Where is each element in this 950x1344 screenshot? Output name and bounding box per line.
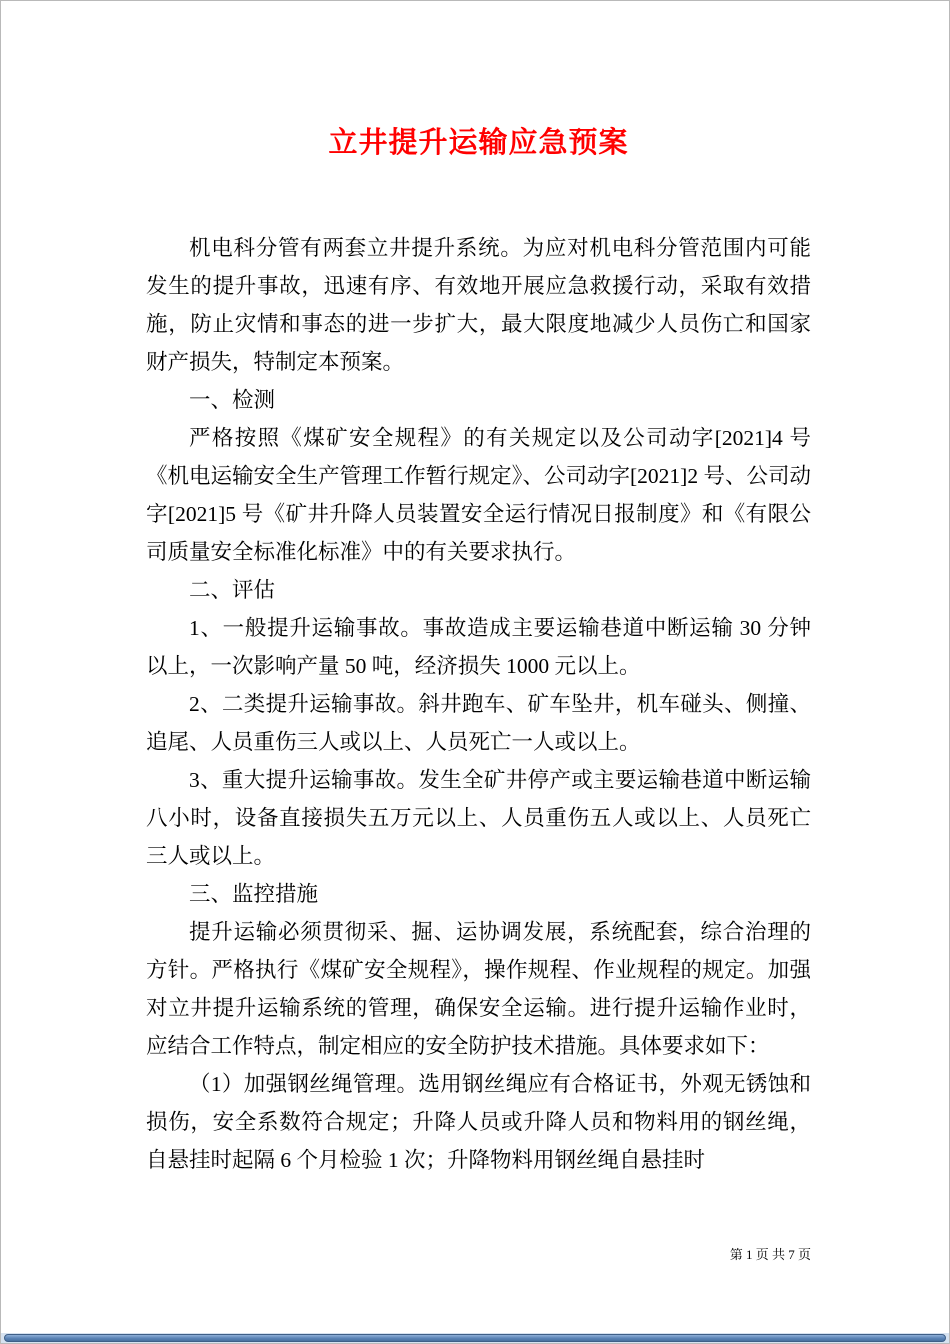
paragraph: 严格按照《煤矿安全规程》的有关规定以及公司动字[2021]4 号《机电运输安全生产管理工作暂行规定》、公司动字[2021]2 号、公司动字[2021]5 号《矿井升降人员装置安全运行情况日报制度》和《有限公司质量安全标准化标准》中的有关要求执行。: [146, 426, 811, 564]
paragraph: 2、二类提升运输事故。斜井跑车、矿车坠井，机车碰头、侧撞、追尾、人员重伤三人或以上、人员死亡一人或以上。: [146, 692, 811, 754]
paragraph: 3、重大提升运输事故。发生全矿井停产或主要运输巷道中断运输八小时，设备直接损失五万元以上、人员重伤五人或以上、人员死亡三人或以上。: [146, 768, 811, 868]
document-body: [146, 229, 811, 1179]
section-heading: 二、评估: [189, 578, 276, 602]
page-number-footer: 第 1 页 共 7 页: [729, 1247, 811, 1262]
document-title: 立井提升运输应急预案: [328, 127, 629, 159]
section-heading: 三、监控措施: [189, 882, 319, 906]
paragraph: 1、一般提升运输事故。事故造成主要运输巷道中断运输 30 分钟以上，一次影响产量 50 吨，经济损失 1000 元以上。: [146, 616, 811, 678]
paragraph: 机电科分管有两套立井提升系统。为应对机电科分管范围内可能发生的提升事故，迅速有序、有效地开展应急救援行动，采取有效措施，防止灾情和事态的进一步扩大，最大限度地减少人员伤亡和国家财产损失，特制定本预案。: [146, 236, 811, 374]
paragraph: 提升运输必须贯彻采、掘、运协调发展，系统配套，综合治理的方针。严格执行《煤矿安全规程》，操作规程、作业规程的规定。加强对立井提升运输系统的管理，确保安全运输。进行提升运输作业时，应结合工作特点，制定相应的安全防护技术措施。具体要求如下：: [146, 920, 811, 1058]
section-heading: 一、检测: [189, 388, 276, 412]
paragraph: （1）加强钢丝绳管理。选用钢丝绳应有合格证书，外观无锈蚀和损伤，安全系数符合规定；升降人员或升降人员和物料用的钢丝绳，自悬挂时起隔 6 个月检验 1 次；升降物料用钢丝绳自悬挂时: [146, 1072, 811, 1172]
horizontal-scrollbar[interactable]: [1, 1333, 949, 1343]
document-content: [146, 123, 811, 1179]
scrollbar-thumb[interactable]: [4, 1334, 946, 1342]
